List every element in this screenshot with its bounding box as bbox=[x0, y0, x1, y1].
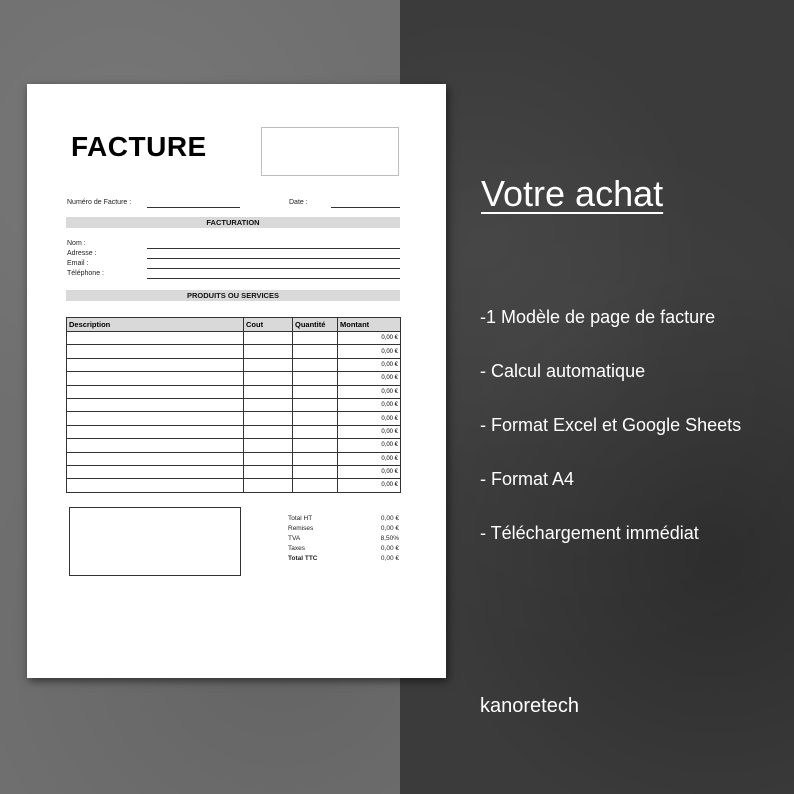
table-cell bbox=[244, 439, 293, 452]
table-row bbox=[67, 452, 401, 465]
row-amount: 0,00 € bbox=[338, 372, 401, 385]
table-cell bbox=[67, 465, 244, 478]
vat-label: TVA bbox=[288, 535, 301, 542]
table-cell bbox=[293, 425, 338, 438]
feature-item: - Calcul automatique bbox=[480, 361, 646, 381]
phone-label: Téléphone : bbox=[67, 270, 104, 277]
column-quantity: Quantité bbox=[293, 318, 338, 332]
table-cell bbox=[293, 479, 338, 492]
row-amount: 0,00 € bbox=[338, 412, 401, 425]
table-cell bbox=[244, 345, 293, 358]
table-cell bbox=[244, 385, 293, 398]
table-cell bbox=[244, 425, 293, 438]
table-cell bbox=[293, 385, 338, 398]
table-cell bbox=[244, 412, 293, 425]
logo-placeholder bbox=[261, 127, 399, 176]
phone-line bbox=[147, 278, 400, 279]
products-header: PRODUITS OU SERVICES bbox=[66, 290, 400, 301]
table-cell bbox=[244, 332, 293, 345]
table-cell bbox=[244, 372, 293, 385]
table-row bbox=[67, 479, 401, 492]
column-description: Description bbox=[67, 318, 244, 332]
total-ttc-value: 0,00 € bbox=[380, 555, 399, 562]
table-cell bbox=[244, 465, 293, 478]
feature-item: - Format A4 bbox=[480, 469, 575, 489]
table-cell bbox=[67, 425, 244, 438]
table-row bbox=[67, 385, 401, 398]
promo-heading: Votre achat bbox=[481, 173, 664, 214]
table-row bbox=[67, 465, 401, 478]
table-cell bbox=[67, 385, 244, 398]
table-row bbox=[67, 332, 401, 345]
address-line bbox=[147, 258, 400, 259]
name-label: Nom : bbox=[67, 240, 86, 247]
column-amount: Montant bbox=[338, 318, 401, 332]
table-cell bbox=[67, 479, 244, 492]
row-amount: 0,00 € bbox=[338, 452, 401, 465]
taxes-value: 0,00 € bbox=[380, 545, 399, 552]
table-row bbox=[67, 412, 401, 425]
row-amount: 0,00 € bbox=[338, 345, 401, 358]
row-amount: 0,00 € bbox=[338, 425, 401, 438]
table-row bbox=[67, 439, 401, 452]
table-cell bbox=[67, 358, 244, 371]
row-amount: 0,00 € bbox=[338, 398, 401, 411]
table-row bbox=[67, 425, 401, 438]
name-line bbox=[147, 248, 400, 249]
vat-value: 8,50% bbox=[380, 535, 399, 542]
table-cell bbox=[293, 439, 338, 452]
email-line bbox=[147, 268, 400, 269]
feature-item: - Téléchargement immédiat bbox=[480, 523, 699, 543]
table-cell bbox=[244, 358, 293, 371]
column-cost: Cout bbox=[244, 318, 293, 332]
invoice-number-line bbox=[147, 207, 240, 208]
items-table bbox=[66, 317, 401, 493]
invoice-sheet bbox=[27, 84, 446, 678]
table-cell bbox=[293, 452, 338, 465]
total-ht-label: Total HT bbox=[288, 515, 313, 522]
table-cell bbox=[293, 358, 338, 371]
table-cell bbox=[293, 345, 338, 358]
date-line bbox=[331, 207, 400, 208]
row-amount: 0,00 € bbox=[338, 465, 401, 478]
discounts-label: Remises bbox=[288, 525, 314, 532]
address-label: Adresse : bbox=[67, 250, 97, 257]
row-amount: 0,00 € bbox=[338, 385, 401, 398]
table-cell bbox=[67, 452, 244, 465]
table-cell bbox=[67, 439, 244, 452]
table-cell bbox=[244, 479, 293, 492]
feature-item: -1 Modèle de page de facture bbox=[480, 307, 716, 327]
table-cell bbox=[293, 372, 338, 385]
table-cell bbox=[293, 465, 338, 478]
table-cell bbox=[293, 398, 338, 411]
table-header-row bbox=[67, 318, 401, 332]
row-amount: 0,00 € bbox=[338, 479, 401, 492]
table-cell bbox=[293, 332, 338, 345]
row-amount: 0,00 € bbox=[338, 358, 401, 371]
invoice-title: FACTURE bbox=[71, 131, 207, 162]
invoice-number-label: Numéro de Facture : bbox=[67, 199, 132, 206]
table-cell bbox=[244, 398, 293, 411]
table-row bbox=[67, 398, 401, 411]
row-amount: 0,00 € bbox=[338, 439, 401, 452]
total-ht-value: 0,00 € bbox=[380, 515, 399, 522]
table-cell bbox=[67, 398, 244, 411]
taxes-label: Taxes bbox=[288, 545, 305, 552]
discounts-value: 0,00 € bbox=[380, 525, 399, 532]
table-row bbox=[67, 358, 401, 371]
table-cell bbox=[67, 412, 244, 425]
table-cell bbox=[244, 452, 293, 465]
table-row bbox=[67, 372, 401, 385]
table-cell bbox=[293, 412, 338, 425]
items-table-body bbox=[67, 332, 401, 493]
table-cell bbox=[67, 345, 244, 358]
brand-name: kanoretech bbox=[480, 695, 579, 717]
row-amount: 0,00 € bbox=[338, 332, 401, 345]
email-label: Email : bbox=[67, 260, 89, 267]
table-row bbox=[67, 345, 401, 358]
feature-item: - Format Excel et Google Sheets bbox=[480, 415, 742, 435]
table-cell bbox=[67, 372, 244, 385]
notes-box bbox=[69, 507, 241, 576]
table-cell bbox=[67, 332, 244, 345]
background-right-panel bbox=[400, 0, 794, 794]
billing-header: FACTURATION bbox=[66, 217, 400, 228]
date-label: Date : bbox=[289, 199, 308, 206]
total-ttc-label: Total TTC bbox=[288, 555, 318, 562]
